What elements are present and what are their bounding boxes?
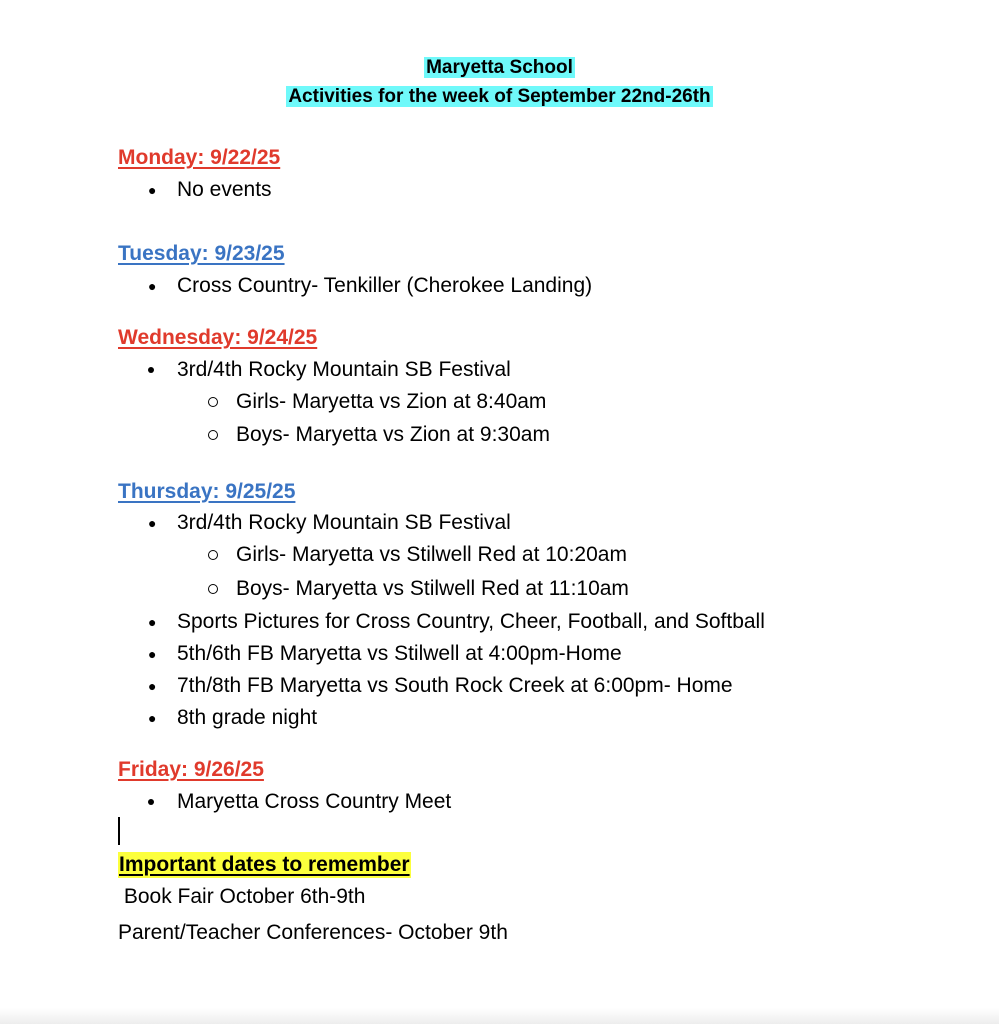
bullet-icon — [148, 367, 154, 373]
thursday-item-2: Sports Pictures for Cross Country, Cheer, Football, and Softball — [177, 610, 765, 633]
friday-heading: Friday: 9/26/25 — [118, 758, 264, 781]
circle-bullet-icon — [208, 550, 218, 560]
thursday-item-4: 7th/8th FB Maryetta vs South Rock Creek at 6:00pm- Home — [177, 674, 733, 697]
conferences-line: Parent/Teacher Conferences- October 9th — [118, 921, 508, 944]
school-title-line — [0, 56, 999, 80]
bullet-icon: ● — [148, 278, 157, 294]
monday-item-1: No events — [177, 178, 272, 201]
friday-item-1: Maryetta Cross Country Meet — [177, 790, 452, 813]
bullet-icon: ● — [148, 614, 157, 630]
tuesday-heading: Tuesday: 9/23/25 — [118, 242, 285, 265]
school-title: Maryetta School — [426, 57, 573, 78]
wednesday-heading: Wednesday: 9/24/25 — [118, 326, 318, 349]
thursday-item-3: 5th/6th FB Maryetta vs Stilwell at 4:00pm-Home — [177, 642, 622, 665]
wednesday-item-1: 3rd/4th Rocky Mountain SB Festival — [177, 358, 511, 381]
thursday-subitem-1: Girls- Maryetta vs Stilwell Red at 10:20am — [236, 543, 627, 566]
circle-bullet-icon — [208, 430, 218, 440]
page-bottom-edge — [0, 1008, 999, 1024]
bullet-icon — [148, 799, 154, 805]
bullet-icon: ● — [148, 182, 157, 198]
tuesday-item-1: Cross Country- Tenkiller (Cherokee Landing) — [177, 274, 593, 297]
circle-bullet-icon — [208, 397, 218, 407]
bullet-icon: ● — [148, 710, 157, 726]
circle-bullet-icon — [208, 584, 218, 594]
thursday-subitem-2: Boys- Maryetta vs Stilwell Red at 11:10am — [236, 577, 629, 600]
wednesday-subitem-2: Boys- Maryetta vs Zion at 9:30am — [236, 423, 550, 446]
important-dates-heading: Important dates to remember — [119, 853, 410, 876]
bullet-icon: ● — [148, 646, 157, 662]
thursday-item-1: 3rd/4th Rocky Mountain SB Festival — [177, 511, 511, 534]
bullet-icon: ● — [148, 678, 157, 694]
wednesday-subitem-1: Girls- Maryetta vs Zion at 8:40am — [236, 390, 547, 413]
book-fair-line: Book Fair October 6th-9th — [118, 885, 366, 908]
bullet-icon: ● — [148, 515, 157, 531]
monday-heading: Monday: 9/22/25 — [118, 146, 281, 169]
text-cursor — [118, 817, 120, 845]
week-title-line — [0, 85, 999, 109]
thursday-heading: Thursday: 9/25/25 — [118, 480, 296, 503]
thursday-item-5: 8th grade night — [177, 706, 318, 729]
week-title: Activities for the week of September 22nd-26th — [288, 86, 711, 107]
